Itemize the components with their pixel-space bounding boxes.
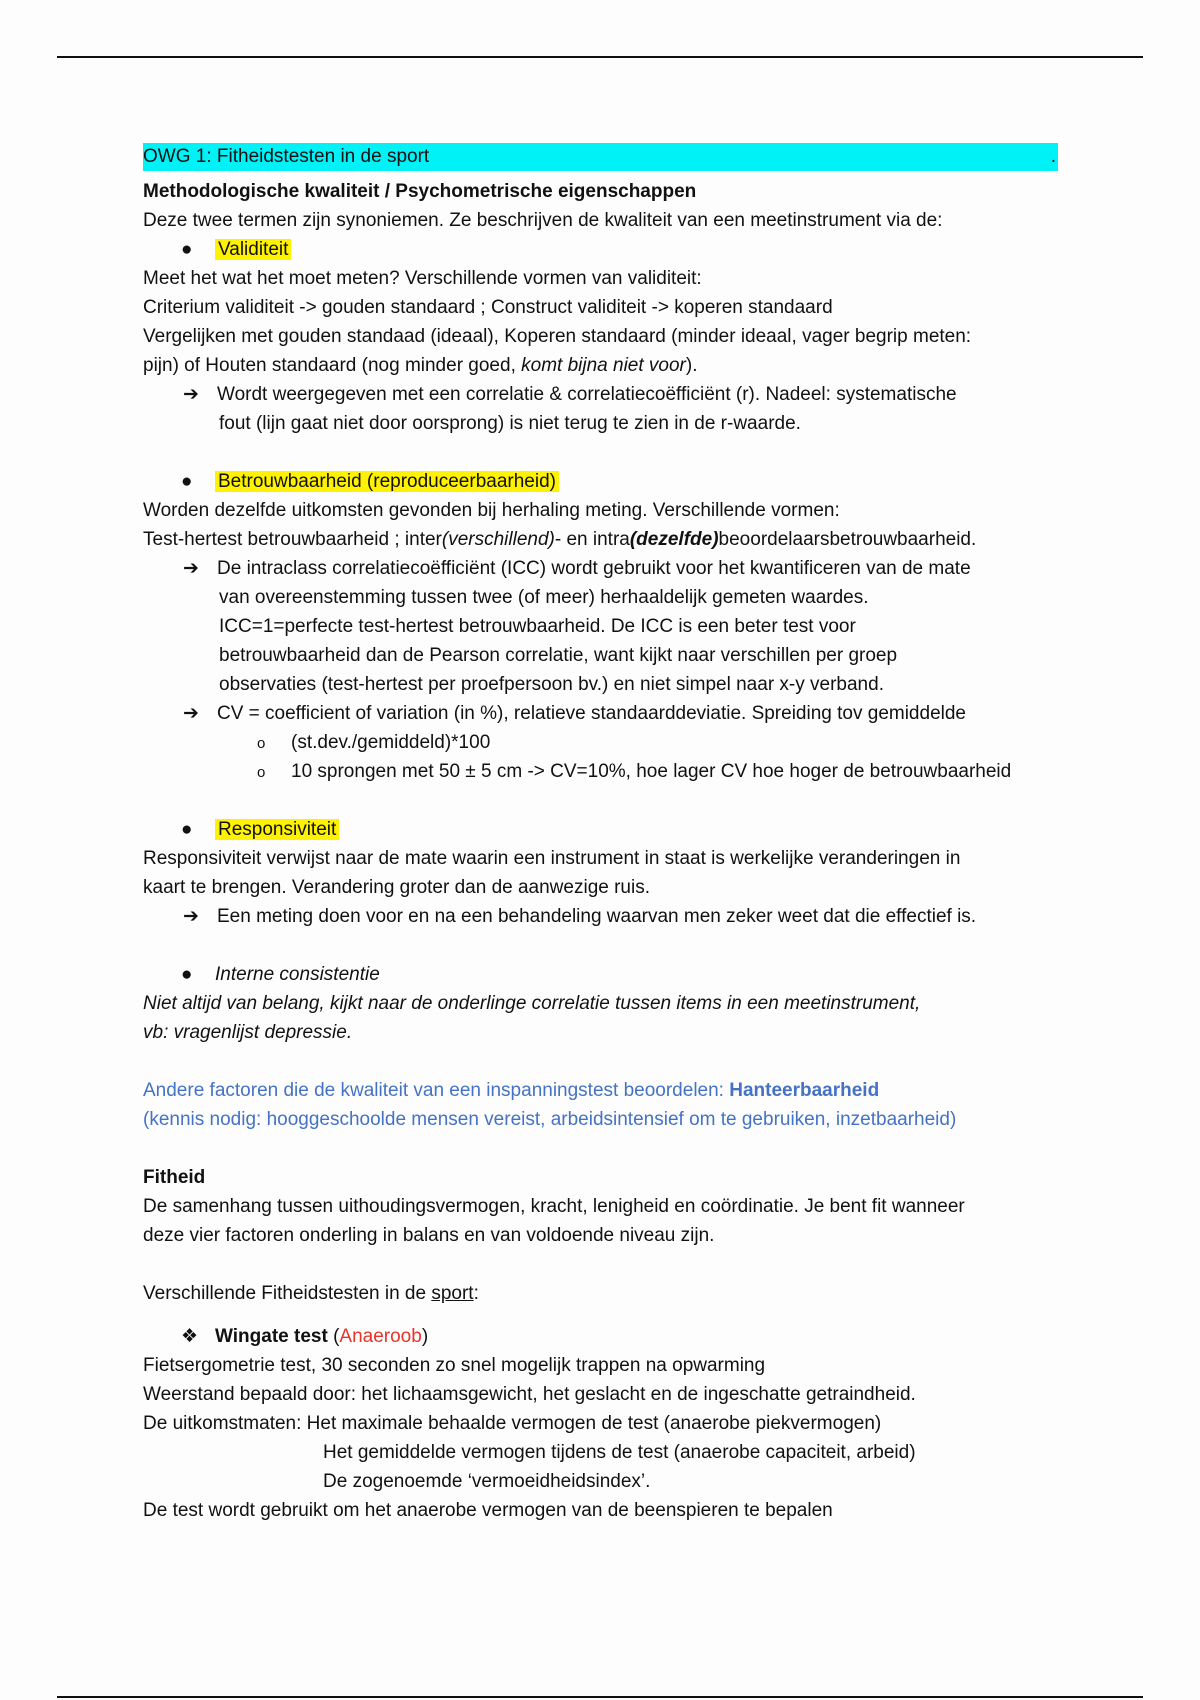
arrow-item: ➔ Wordt weergegeven met een correlatie & correlatiecoëfficiënt (r). Nadeel: systematische — [143, 380, 1063, 409]
paragraph-line: Responsiviteit verwijst naar de mate waarin een instrument in staat is werkelijke veranderingen in — [143, 848, 961, 869]
methodo-intro: Deze twee termen zijn synoniemen. Ze beschrijven de kwaliteit van een meetinstrument via de: — [143, 210, 943, 231]
bullet-responsiviteit: ● Responsiviteit — [143, 815, 1063, 844]
arrow-right-icon: ➔ — [183, 384, 199, 405]
paragraph-line: Fietsergometrie test, 30 seconden zo snel mogelijk trappen na opwarming — [143, 1355, 766, 1376]
bullet-consistentie: ● Interne consistentie — [143, 960, 1063, 989]
paragraph-line: Test-hertest betrouwbaarheid ; inter(verschillend)- en intra(dezelfde)beoordelaarsbetrouwbaarheid. — [143, 529, 977, 550]
fitheid-heading: Fitheid — [143, 1167, 206, 1188]
paragraph-line: Weerstand bepaald door: het lichaamsgewicht, het geslacht en de ingeschatte getraindheid. — [143, 1384, 916, 1405]
paragraph-line: vb: vragenlijst depressie. — [143, 1022, 353, 1043]
header-rule — [57, 56, 1143, 58]
paragraph-line: Verschillende Fitheidstesten in de sport: — [143, 1283, 479, 1304]
arrow-item-cont: ICC=1=perfecte test-hertest betrouwbaarheid. De ICC is een beter test voor — [219, 616, 856, 637]
arrow-item-cont: fout (lijn gaat niet door oorsprong) is niet terug te zien in de r-waarde. — [219, 413, 801, 434]
bullet-icon: ● — [181, 819, 193, 840]
bullet-icon: ● — [181, 471, 193, 492]
arrow-item: ➔ Een meting doen voor en na een behandeling waarvan men zeker weet dat die effectief is. — [143, 902, 1063, 931]
sub-item: o (st.dev./gemiddeld)*100 — [143, 728, 1063, 757]
arrow-item: ➔ De intraclass correlatiecoëfficiënt (ICC) wordt gebruikt voor het kwantificeren van de mate — [143, 554, 1063, 583]
paragraph-line: Criterium validiteit -> gouden standaard ; Construct validiteit -> koperen standaard — [143, 297, 833, 318]
paragraph-line: kaart te brengen. Verandering groter dan de aanwezige ruis. — [143, 877, 650, 898]
arrow-item-cont: betrouwbaarheid dan de Pearson correlatie, want kijkt naar verschillen per groep — [219, 645, 898, 666]
paragraph-line: Niet altijd van belang, kijkt naar de onderlinge correlatie tussen items in een meetinstrument, — [143, 993, 921, 1014]
wingate-heading: ❖ Wingate test (Anaeroob) — [143, 1322, 1063, 1351]
circle-bullet-icon: o — [257, 735, 266, 752]
andere-line: (kennis nodig: hooggeschoolde mensen vereist, arbeidsintensief om te gebruiken, inzetbaarheid) — [143, 1109, 957, 1130]
arrow-right-icon: ➔ — [183, 558, 199, 579]
paragraph-line: Vergelijken met gouden standaad (ideaal), Koperen standaard (minder ideaal, vager begrip meten: — [143, 326, 972, 347]
bullet-betrouwbaarheid: ● Betrouwbaarheid (reproduceerbaarheid) — [143, 467, 1063, 496]
arrow-right-icon: ➔ — [183, 703, 199, 724]
paragraph-line: De zogenoemde ‘vermoeidheidsindex’. — [323, 1471, 651, 1492]
document-body — [143, 140, 1063, 1525]
bullet-validiteit: ● Validiteit — [143, 235, 1063, 264]
paragraph-line: De samenhang tussen uithoudingsvermogen, kracht, lenigheid en coördinatie. Je bent fit wanneer — [143, 1196, 965, 1217]
paragraph-line: Worden dezelfde uitkomsten gevonden bij herhaling meting. Verschillende vormen: — [143, 500, 840, 521]
paragraph-line: pijn) of Houten standaard (nog minder goed, komt bijna niet voor). — [143, 355, 698, 376]
arrow-item-cont: van overeenstemming tussen twee (of meer) herhaaldelijk gemeten waardes. — [219, 587, 869, 608]
paragraph-line: Het gemiddelde vermogen tijdens de test (anaerobe capaciteit, arbeid) — [323, 1442, 916, 1463]
footer-rule — [57, 1696, 1143, 1698]
paragraph-line: Meet het wat het moet meten? Verschillende vormen van validiteit: — [143, 268, 702, 289]
paragraph-line: De uitkomstmaten: Het maximale behaalde vermogen de test (anaerobe piekvermogen) — [143, 1413, 882, 1434]
section-title: OWG 1: Fitheidstesten in de sport . — [143, 143, 1058, 171]
diamond-bullet-icon: ❖ — [181, 1326, 199, 1347]
paragraph-line: De test wordt gebruikt om het anaerobe vermogen van de beenspieren te bepalen — [143, 1500, 833, 1521]
methodo-heading: Methodologische kwaliteit / Psychometrische eigenschappen — [143, 181, 697, 202]
arrow-item: ➔ CV = coefficient of variation (in %), relatieve standaarddeviatie. Spreiding tov gemiddelde — [143, 699, 1063, 728]
paragraph-line: deze vier factoren onderling in balans en van voldoende niveau zijn. — [143, 1225, 715, 1246]
bullet-icon: ● — [181, 239, 193, 260]
bullet-icon: ● — [181, 964, 193, 985]
andere-line: Andere factoren die de kwaliteit van een inspanningstest beoordelen: Hanteerbaarheid — [143, 1080, 880, 1101]
arrow-item-cont: observaties (test-hertest per proefpersoon bv.) en niet simpel naar x-y verband. — [219, 674, 884, 695]
arrow-right-icon: ➔ — [183, 906, 199, 927]
circle-bullet-icon: o — [257, 764, 266, 781]
sub-item: o 10 sprongen met 50 ± 5 cm -> CV=10%, hoe lager CV hoe hoger de betrouwbaarheid — [143, 757, 1063, 786]
